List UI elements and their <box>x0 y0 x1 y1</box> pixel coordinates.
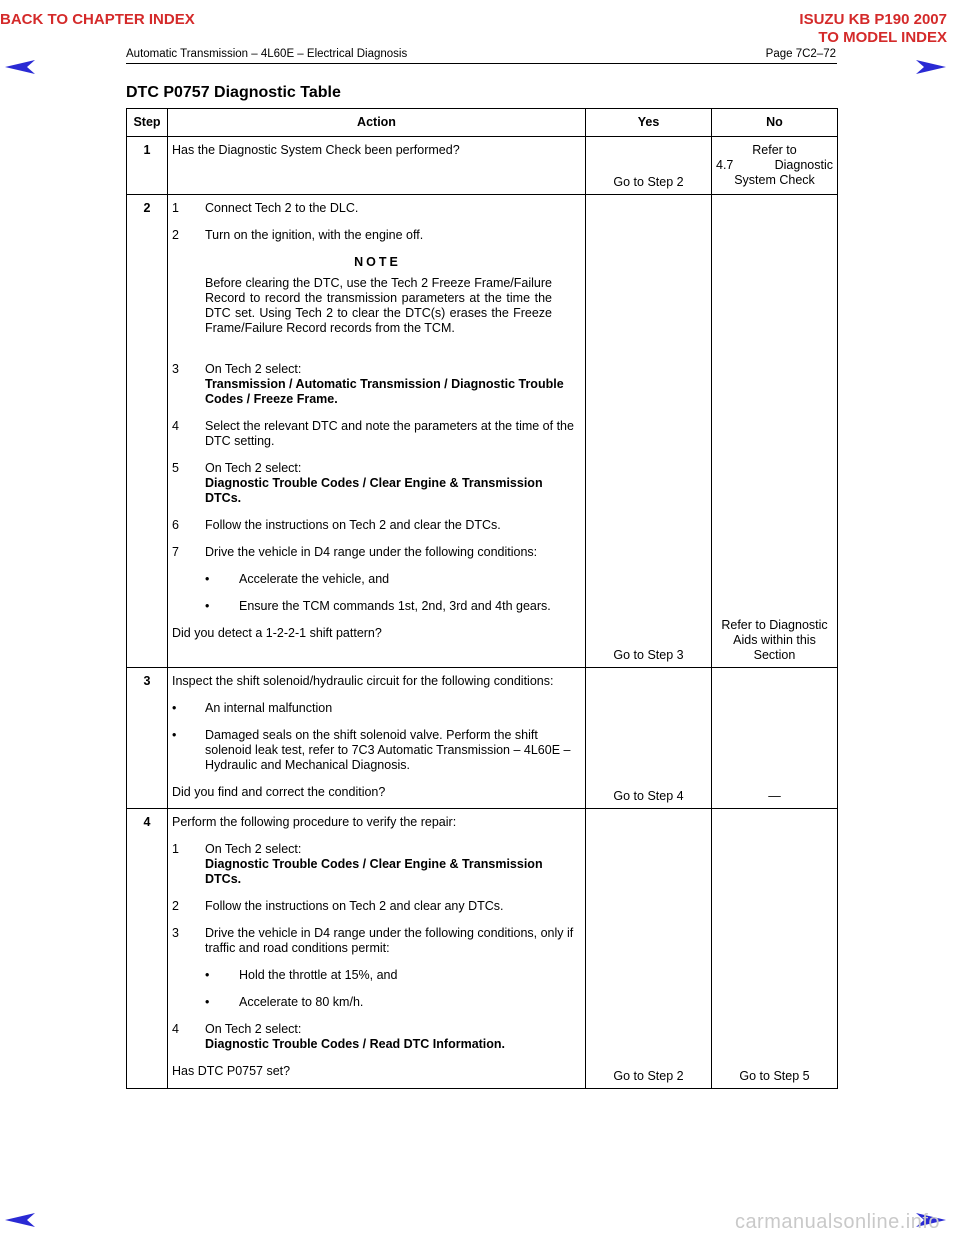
list-item: 7 Drive the vehicle in D4 range under the following conditions: <box>172 545 538 559</box>
header-action: Action <box>168 109 586 137</box>
action-cell <box>168 195 586 668</box>
previous-page-arrow-icon[interactable] <box>3 1211 37 1229</box>
to-model-index-link[interactable]: TO MODEL INDEX <box>818 29 947 46</box>
action-intro: Inspect the shift solenoid/hydraulic circuit for the following conditions: <box>172 674 554 688</box>
list-item: 1 On Tech 2 select: Diagnostic Trouble Codes / Clear Engine & Transmission DTCs. <box>172 842 543 886</box>
table-header-row <box>127 109 838 137</box>
model-index-block[interactable] <box>799 11 947 47</box>
watermark: carmanualsonline.info <box>734 1211 940 1233</box>
bullet-item: • Damaged seals on the shift solenoid valve. Perform the shift solenoid leak test, refer to 7C3 Automatic Transmission – 4L60E – Hydraulic and Mechanical Diagnosis. <box>172 728 571 772</box>
note-text: Before clearing the DTC, use the Tech 2 Freeze Frame/Failure Record to record the transmission parameters at the time the DTC set. Using Tech 2 to clear the DTC(s) erases the Freeze Frame/Failure Record records from the TCM. <box>205 276 552 335</box>
previous-page-arrow-icon[interactable] <box>3 58 37 76</box>
action-cell <box>168 809 586 1089</box>
model-title[interactable]: ISUZU KB P190 2007 <box>799 11 947 28</box>
table-row-step-1 <box>127 137 838 195</box>
table-row-step-4 <box>127 809 838 1089</box>
step-number: 1 <box>127 137 168 195</box>
list-item: 4 Select the relevant DTC and note the parameters at the time of the DTC setting. <box>172 419 574 448</box>
action-cell <box>168 668 586 809</box>
yes-cell <box>586 668 712 809</box>
action-question: Did you detect a 1-2-2-1 shift pattern? <box>172 626 382 640</box>
action-question: Did you find and correct the condition? <box>172 785 386 799</box>
section-title: Automatic Transmission – 4L60E – Electrical Diagnosis <box>126 48 408 60</box>
list-item: 5 On Tech 2 select: Diagnostic Trouble Codes / Clear Engine & Transmission DTCs. <box>172 461 543 505</box>
header-no: No <box>712 109 838 137</box>
page-number: Page 7C2–72 <box>765 48 836 60</box>
action-question: Has the Diagnostic System Check been performed? <box>172 143 460 157</box>
no-cell <box>712 809 838 1089</box>
step-number: 3 <box>127 668 168 809</box>
list-item: 2 Follow the instructions on Tech 2 and clear any DTCs. <box>172 899 504 913</box>
list-item: 3 Drive the vehicle in D4 range under the following conditions, only if traffic and road conditions permit: <box>172 926 574 955</box>
no-result-line-1: Refer to <box>752 143 797 157</box>
yes-cell <box>586 195 712 668</box>
yes-result: Go to Step 3 <box>613 648 684 662</box>
header-rule <box>126 63 837 64</box>
list-item: 3 On Tech 2 select: Transmission / Automatic Transmission / Diagnostic Trouble Codes / Freeze Frame. <box>172 362 564 406</box>
bullet-item: • An internal malfunction <box>172 701 333 715</box>
list-item: 6 Follow the instructions on Tech 2 and clear the DTCs. <box>172 518 501 532</box>
table-row-step-2 <box>127 195 838 668</box>
step-number: 2 <box>127 195 168 668</box>
yes-result: Go to Step 2 <box>613 175 684 189</box>
bullet-item: • Ensure the TCM commands 1st, 2nd, 3rd and 4th gears. <box>205 599 551 613</box>
no-result: Refer to Diagnostic Aids within this Section <box>721 618 828 662</box>
bullet-item: • Accelerate to 80 km/h. <box>205 995 364 1009</box>
list-item: 2 Turn on the ignition, with the engine off. <box>172 228 424 242</box>
no-result-line-2: 4.7 Diagnostic System Check <box>716 158 833 187</box>
yes-result: Go to Step 4 <box>613 789 684 803</box>
step-number: 4 <box>127 809 168 1089</box>
yes-cell <box>586 137 712 195</box>
yes-result: Go to Step 2 <box>613 1069 684 1083</box>
note-heading: NOTE <box>354 255 401 269</box>
next-page-arrow-icon[interactable] <box>914 58 948 76</box>
list-item: 1 Connect Tech 2 to the DLC. <box>172 201 359 215</box>
page-title: DTC P0757 Diagnostic Table <box>126 84 341 101</box>
table-row-step-3 <box>127 668 838 809</box>
no-result: Go to Step 5 <box>739 1069 810 1083</box>
bullet-item: • Hold the throttle at 15%, and <box>205 968 398 982</box>
yes-cell <box>586 809 712 1089</box>
action-question: Has DTC P0757 set? <box>172 1064 291 1078</box>
no-cell <box>712 195 838 668</box>
back-to-chapter-index-link[interactable]: BACK TO CHAPTER INDEX <box>0 11 195 28</box>
header-yes: Yes <box>586 109 712 137</box>
no-cell <box>712 668 838 809</box>
header-step: Step <box>127 109 168 137</box>
list-item: 4 On Tech 2 select: Diagnostic Trouble Codes / Read DTC Information. <box>172 1022 506 1051</box>
action-cell <box>168 137 586 195</box>
action-intro: Perform the following procedure to verify the repair: <box>172 815 457 829</box>
bullet-item: • Accelerate the vehicle, and <box>205 572 390 586</box>
no-result: — <box>768 789 781 803</box>
no-cell <box>712 137 838 195</box>
diagnostic-table <box>126 108 838 1089</box>
